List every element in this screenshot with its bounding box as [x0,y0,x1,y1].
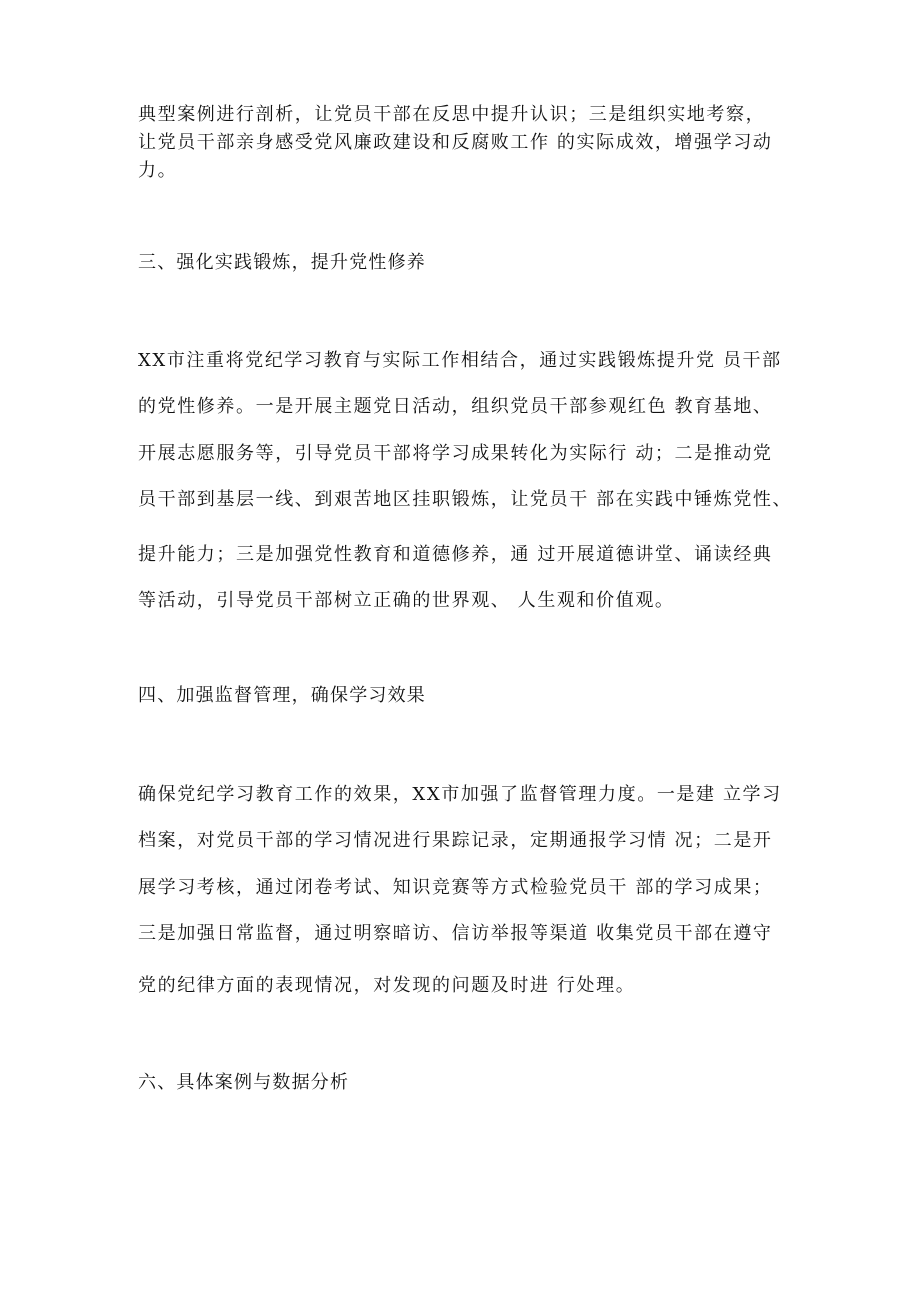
paragraph-line: 让党员干部亲身感受党风廉政建设和反腐败工作 的实际成效，增强学习动 [138,132,773,153]
section-heading: 四、加强监督管理，确保学习效果 [138,685,426,706]
paragraph-line: 档案，对党员干部的学习情况进行果踪记录，定期通报学习情 况；二是开 [138,830,773,851]
paragraph-line: XX市注重将党纪学习教育与实际工作相结合，通过实践锻炼提升党 员干部 [138,350,782,371]
paragraph-line: 确保党纪学习教育工作的效果，XX市加强了监督管理力度。一是建 立学习 [138,784,782,805]
paragraph-line: 开展志愿服务等，引导党员干部将学习成果转化为实际行 动；二是推动党 [138,443,773,464]
paragraph-line: 力。 [138,160,178,181]
paragraph-line: 提升能力；三是加强党性教育和道德修养，通 过开展道德讲堂、诵读经典 [138,544,773,565]
paragraph-line: 的党性修养。一是开展主题党日活动，组织党员干部参观红色 教育基地、 [138,396,773,417]
paragraph-line: 员干部到基层一线、到艰苦地区挂职锻炼，让党员干 部在实践中锤炼党性、 [138,489,793,510]
paragraph-line: 三是加强日常监督，通过明察暗访、信访举报等渠道 收集党员干部在遵守 [138,923,773,944]
paragraph-line: 等活动，引导党员干部树立正确的世界观、 人生观和价值观。 [138,590,675,611]
paragraph-line: 党的纪律方面的表现情况，对发现的问题及时进 行处理。 [138,975,636,996]
section-heading: 三、强化实践锻炼，提升党性修养 [138,252,426,273]
paragraph-line: 展学习考核，通过闭卷考试、知识竞赛等方式检验党员干 部的学习成果； [138,877,773,898]
section-heading: 六、具体案例与数据分析 [138,1072,350,1093]
paragraph-line: 典型案例进行剖析，让党员干部在反思中提升认识；三是组织实地考察， [138,104,766,125]
